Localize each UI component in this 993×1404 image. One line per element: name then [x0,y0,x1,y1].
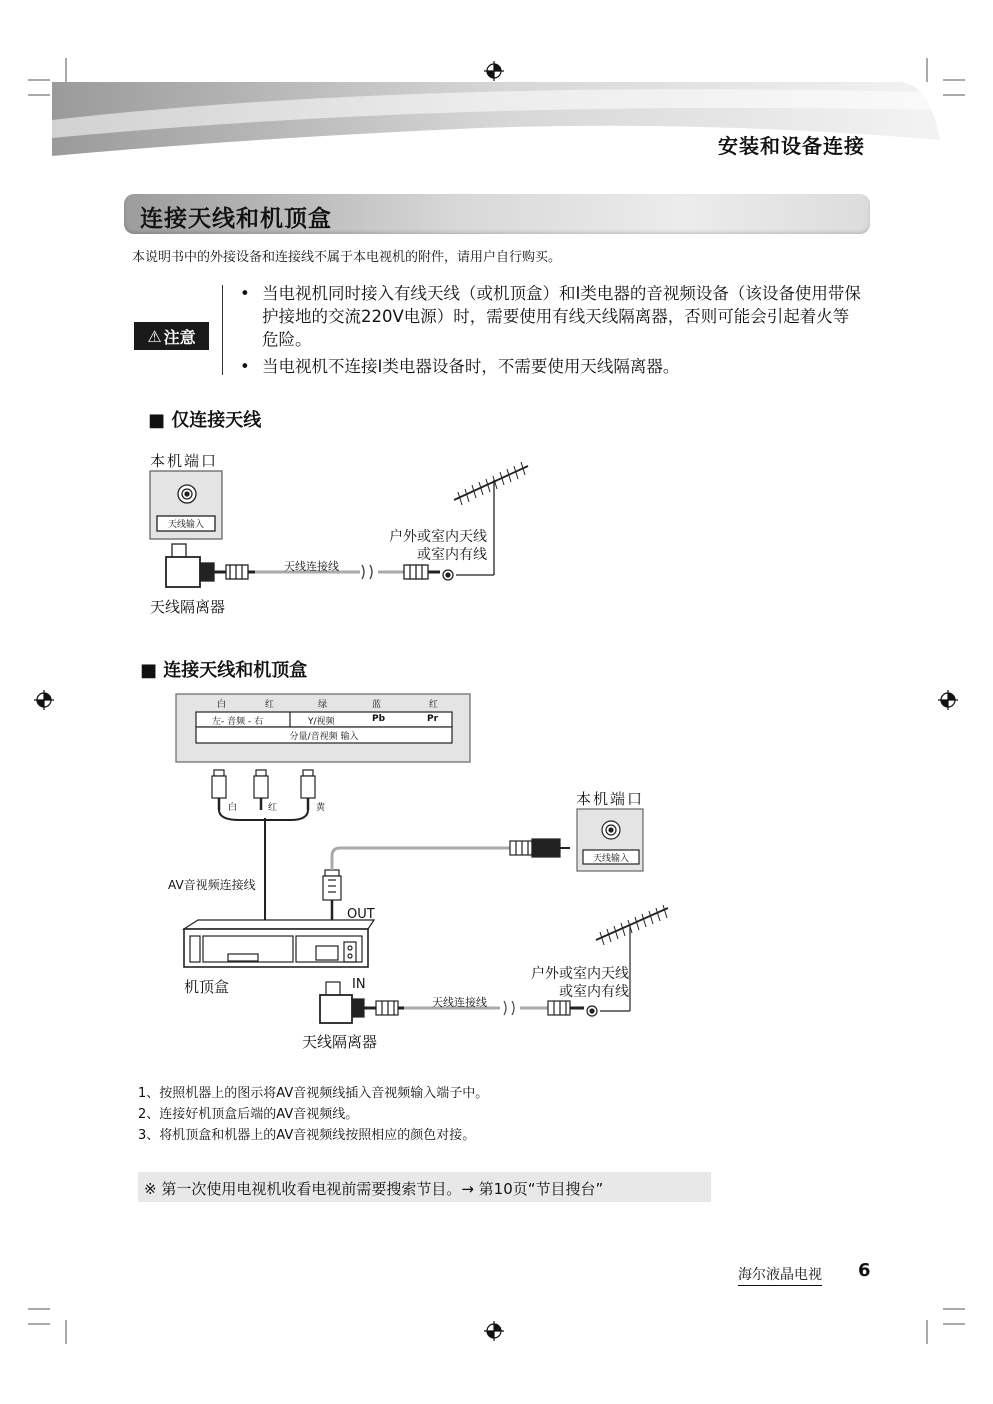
square-bullet-icon: ■ [140,660,158,681]
set-top-box-label: 机顶盒 [184,978,230,996]
warning-badge [134,322,209,350]
diagram1-antenna-label: 户外或室内天线 或室内有线 [389,529,487,563]
warning-bullet: • 当电视机同时接入有线天线（或机顶盒）和I类电器的音视频设备（该设备使用带保护接地的交流220V电源）时，需要使用有线天线隔离器，否则可能会引起着火等危险。 [240,282,865,351]
warning-badge-label: 注意 [163,327,196,347]
header-section-title: 安装和设备连接 [718,134,865,158]
intro-text: 本说明书中的外接设备和连接线不属于本电视机的附件，请用户自行购买。 [132,250,562,265]
warning-divider [222,285,223,375]
diagram2-tv-port-label: 本机端口 [576,790,645,808]
steps-list [138,1083,488,1146]
note-box [138,1172,711,1202]
diagram2-antenna-icon [600,905,667,945]
warning-triangle-icon: ⚠ [147,326,162,346]
diagram2-antenna-label: 户外或室内天线 或室内有线 [531,966,629,1000]
warning-bullets [240,282,865,378]
panel-color-white: 白 [217,700,227,710]
warning-bullet: • 当电视机不连接I类电器设备时，不需要使用天线隔离器。 [240,355,865,378]
out-label: OUT [347,907,375,922]
panel-pr-label: Pr [427,714,439,724]
square-bullet-icon: ■ [148,410,166,431]
diagram1-cable-label: 天线连接线 [284,560,339,573]
diagram1-isolator-label: 天线隔离器 [150,598,226,616]
note-text: ※ 第一次使用电视机收看电视前需要搜索节目。→ 第10页“节目搜台” [144,1180,604,1198]
page-title: 连接天线和机顶盒 [140,206,332,232]
panel-color-red: 红 [265,700,275,710]
av-cable-label: AV音视频连接线 [168,878,256,892]
diagram1-heading: ■ 仅连接天线 [148,410,262,431]
plug-red-label: 红 [268,803,278,813]
panel-caption: 分量/音视频 输入 [289,732,359,742]
step-item: 1、按照机器上的图示将AV音视频线插入音视频输入端子中。 [138,1086,489,1101]
panel-pb-label: Pb [372,714,386,724]
plug-yellow-label: 黄 [316,803,326,813]
footer-brand: 海尔液晶电视 [738,1264,822,1286]
panel-color-red-2: 红 [429,700,439,710]
panel-y-label: Y/视频 [308,717,335,727]
diagram2-cable-label: 天线连接线 [432,996,487,1009]
panel-color-blue: 蓝 [372,700,382,710]
plug-white-label: 白 [228,803,238,813]
diagram2-antenna-input-label: 天线输入 [592,854,629,864]
step-item: 3、将机顶盒和机器上的AV音视频线按照相应的颜色对接。 [138,1128,476,1143]
section-banner [124,194,870,234]
page-number: 6 [858,1260,871,1281]
diagram1-antenna-input-label: 天线输入 [167,520,204,530]
diagram2-isolator-label: 天线隔离器 [302,1033,378,1051]
panel-color-green: 绿 [318,700,328,710]
in-label: IN [352,977,366,992]
diagram1-tv-port-label: 本机端口 [150,452,219,470]
diagram2-heading: ■ 连接天线和机顶盒 [140,660,308,681]
step-item: 2、连接好机顶盒后端的AV音视频线。 [138,1107,359,1122]
panel-audio-label: 左- 音频 - 右 [212,717,264,727]
